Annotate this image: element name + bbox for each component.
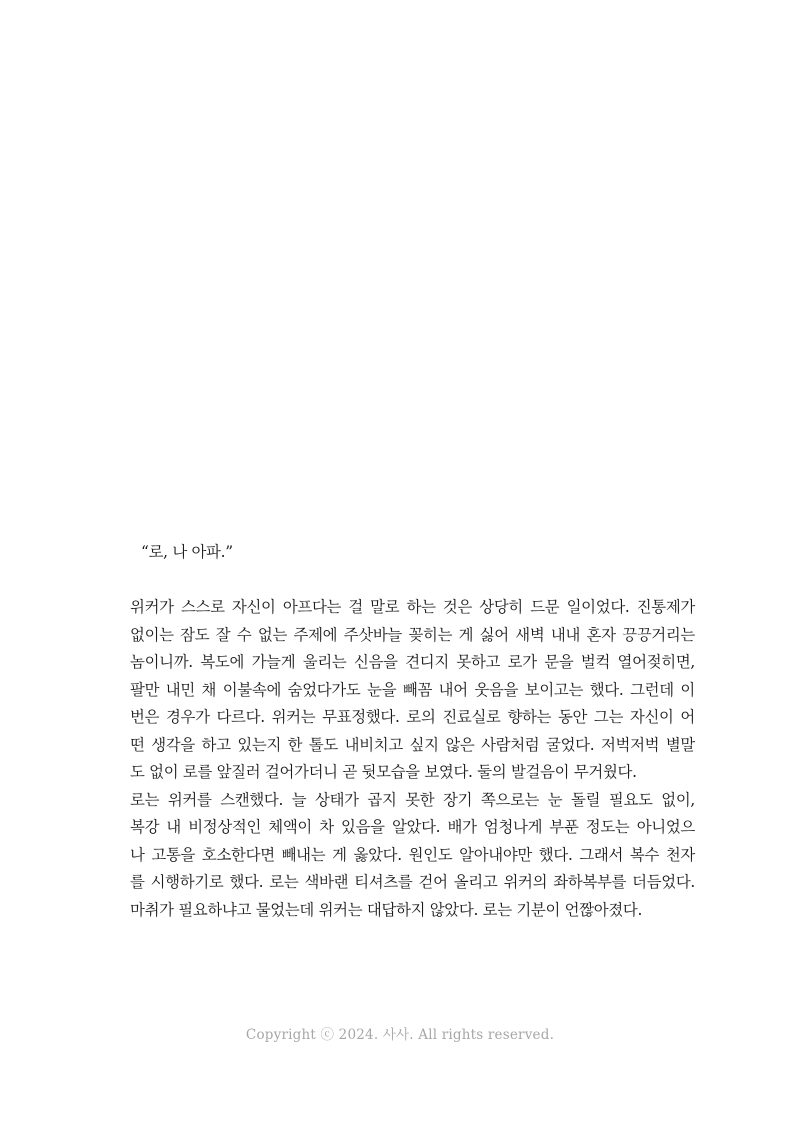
- paragraph-line: 떤 생각을 하고 있는지 한 톨도 내비치고 싶지 않은 사람처럼 굴었다. 저벅저벅 별말: [130, 735, 695, 754]
- story-text: [130, 539, 695, 924]
- paragraph-line: 로는 위커를 스캔했다. 늘 상태가 곱지 못한 장기 쪽으로는 눈 돌릴 필요도 없이,: [130, 790, 695, 809]
- paragraph-line: 놈이니까. 복도에 가늘게 울리는 신음을 견디지 못하고 로가 문을 벌컥 열어젖히면,: [130, 653, 695, 671]
- paragraph-line: 번은 경우가 다르다. 위커는 무표정했다. 로의 진료실로 향하는 동안 그는 자신이 어: [130, 708, 695, 726]
- paragraph-line: 없이는 잠도 잘 수 없는 주제에 주삿바늘 꽂히는 게 싫어 새벽 내내 혼자 끙끙거리는: [130, 625, 695, 644]
- paragraph-line: 위커가 스스로 자신이 아프다는 걸 말로 하는 것은 상당히 드문 일이었다. 진통제가: [130, 598, 695, 616]
- paragraph-line: 팔만 내민 채 이불속에 숨었다가도 눈을 빼꼼 내어 웃음을 보이고는 했다. 그런데 이: [130, 680, 695, 699]
- paragraph-line: 나 고통을 호소한다면 빼내는 게 옳았다. 원인도 알아내야만 했다. 그래서 복수 천자: [130, 845, 695, 864]
- paragraph-line: 마취가 필요하냐고 물었는데 위커는 대답하지 않았다. 로는 기분이 언짢아졌다.: [130, 900, 643, 919]
- dialogue-line: “로, 나 아파.”: [141, 543, 233, 561]
- paragraph-2: [130, 787, 695, 925]
- paragraph-line: 복강 내 비정상적인 체액이 차 있음을 알았다. 배가 엄청나게 부푼 정도는 아니었으: [130, 818, 695, 836]
- paragraph-line: 도 없이 로를 앞질러 걸어가더니 곧 뒷모습을 보였다. 둘의 발걸음이 무거웠다.: [130, 763, 637, 781]
- blank-line: [130, 567, 695, 595]
- paragraph-1: [130, 594, 695, 787]
- copyright-footer: Copyright ⓒ 2024. 사사. All rights reserved.: [245, 1027, 555, 1043]
- paragraph-line: 를 시행하기로 했다. 로는 색바랜 티셔츠를 걷어 올리고 위커의 좌하복부를 더듬었다.: [130, 873, 695, 891]
